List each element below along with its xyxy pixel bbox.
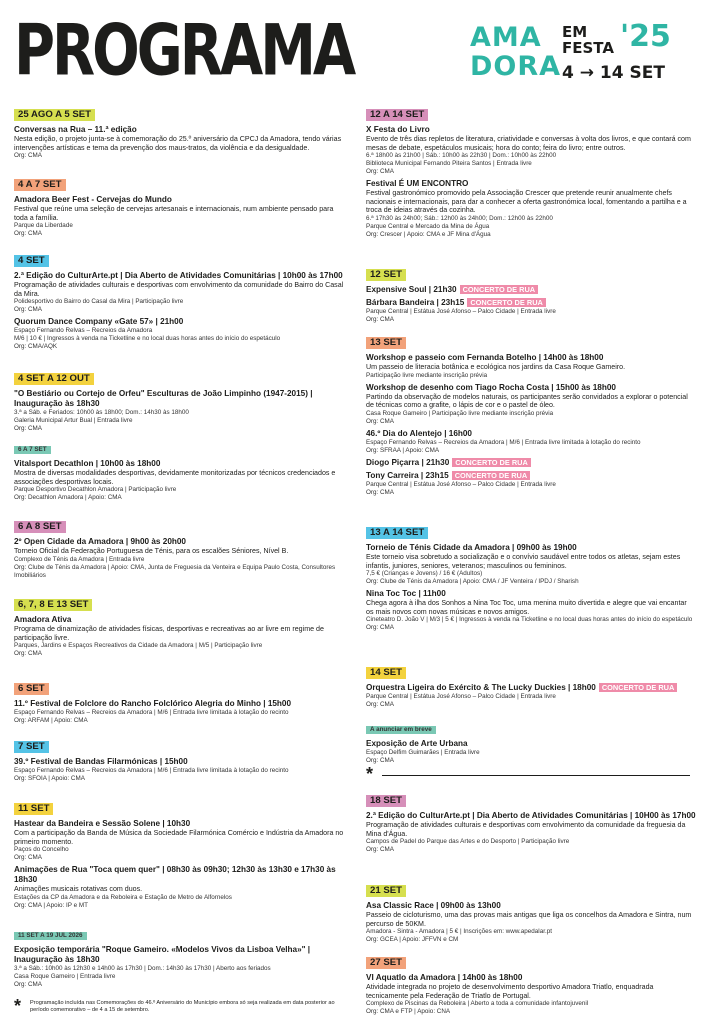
date-tag: 6 A 7 SET bbox=[14, 446, 51, 454]
date-tag: 4 SET bbox=[14, 255, 49, 267]
event-item bbox=[366, 179, 696, 239]
event-section bbox=[14, 174, 346, 238]
date-tag: 12 SET bbox=[366, 269, 406, 281]
event-item bbox=[366, 458, 696, 468]
event-title-text: Vitalsport Decathlon | 10h00 às 18h00 bbox=[14, 459, 161, 468]
date-tag: 21 SET bbox=[366, 885, 406, 897]
event-item bbox=[14, 271, 346, 314]
footnote-text: Programação incluída nas Comemorações do 46.º Aniversário do Município embora só seja realizada em data posterior ao período comemorativo – de 4 a 15 de setembro. bbox=[30, 1000, 335, 1014]
event-section bbox=[14, 736, 346, 783]
event-description: Evento de três dias repletos de literatura, criatividade e conversas à volta dos livros, e que contará com mesas de debate, espetáculos musicais; hora do conto; feira do livro; entre outros. bbox=[366, 135, 691, 152]
event-item bbox=[14, 195, 346, 238]
event-meta: Org: CMA bbox=[14, 152, 42, 160]
event-title bbox=[366, 543, 696, 553]
event-title bbox=[14, 819, 346, 829]
event-title-text: Asa Classic Race | 09h00 às 13h00 bbox=[366, 901, 501, 910]
event-item bbox=[14, 865, 346, 910]
event-title-text: Quorum Dance Company «Gate 57» | 21h00 bbox=[14, 317, 184, 327]
event-meta: Paços do Concelho Org: CMA bbox=[14, 846, 69, 862]
event-meta: 7,5 € (Crianças e Jovens) / 16 € (Adultos) Org: Clube de Ténis da Amadora | Apoio: CMA / JF Venteira / IPDJ / Sharish bbox=[366, 570, 579, 586]
event-title bbox=[14, 865, 346, 885]
date-tag: A anunciar em breve bbox=[366, 726, 436, 734]
event-section bbox=[14, 368, 346, 433]
event-section bbox=[366, 952, 696, 1016]
event-title-text: Workshop e passeio com Fernanda Botelho | 14h00 às 18h00 bbox=[366, 353, 604, 362]
event-meta: Amadora - Sintra - Amadora | 5 € | Inscrições em: www.apedalar.pt Org: GCEA | Apoio: JFFVN e CM bbox=[366, 928, 552, 944]
event-item bbox=[366, 589, 696, 632]
event-description: Programação de atividades culturais e desportivas com envolvimento da comunidade do Bairro do Casal da Mira. bbox=[14, 281, 344, 298]
event-meta: Parque da Liberdade Org: CMA bbox=[14, 222, 73, 238]
event-title bbox=[366, 429, 696, 439]
section-separator bbox=[366, 764, 690, 784]
event-description: Festival que reúne uma seleção de cervejas artesanais e internacionais, num ambiente pensado para toda a família. bbox=[14, 205, 334, 222]
logo-word-ama: AMA bbox=[470, 22, 542, 53]
logo-year: '25 bbox=[620, 19, 671, 54]
event-description: Programação de atividades culturais e desportivas com envolvimento da comunidade da freguesia da Mina d'Água. bbox=[366, 821, 686, 838]
event-item bbox=[366, 973, 696, 1016]
event-item bbox=[14, 699, 346, 725]
date-tag: 27 SET bbox=[366, 957, 406, 969]
event-description: Mostra de diversas modalidades desportivas, devidamente monitorizadas por técnicos credenciados e associações desportivas locais. bbox=[14, 469, 336, 486]
event-item bbox=[366, 471, 696, 497]
event-title-text: Hastear da Bandeira e Sessão Solene | 10h30 bbox=[14, 819, 191, 828]
event-meta: Parques, Jardins e Espaços Recreativos da Cidade da Amadora | M/5 | Participação livre Org: CMA bbox=[14, 642, 263, 658]
event-item bbox=[366, 739, 696, 765]
event-description: Festival gastronómico promovido pela Associação Crescer que pretende reunir anualmente chefs nacionais e internacionais, para dar a conhecer a oferta gastronómica local, fomentando a partilha e a troca de ideias através da cozinha. bbox=[366, 189, 687, 215]
event-description: Este torneio visa sobretudo a socialização e o convívio saudável entre todos os atletas, sejam estes infantis, juniores, seniores, veteranos; masculinos ou femininos. bbox=[366, 553, 681, 570]
event-title-text: X Festa do Livro bbox=[366, 125, 430, 134]
event-meta: 6.ª 18h00 às 21h00 | Sáb.: 10h00 às 22h30 | Dom.: 10h00 às 22h00 Biblioteca Municipal Fernando Piteira Santos | Entrada livre Org: CMA bbox=[366, 152, 557, 176]
event-item bbox=[366, 683, 696, 709]
concert-badge: CONCERTO DE RUA bbox=[467, 298, 546, 307]
event-title bbox=[366, 383, 696, 393]
event-title-text: Nina Toc Toc | 11h00 bbox=[366, 589, 446, 599]
event-item bbox=[366, 285, 696, 295]
page-title: PROGRAMA bbox=[14, 10, 354, 92]
logo-festa: FESTA bbox=[562, 39, 614, 57]
event-item bbox=[366, 353, 696, 380]
logo-em: EM bbox=[562, 23, 588, 41]
date-tag: 13 SET bbox=[366, 337, 406, 349]
event-description: Com a participação da Banda de Música da Sociedade Filarmónica Comércio e Indústria da Amadora no primeiro momento. bbox=[14, 829, 344, 846]
concert-badge: CONCERTO DE RUA bbox=[460, 285, 539, 294]
event-item bbox=[366, 901, 696, 944]
event-section bbox=[366, 264, 696, 324]
footnote-asterisk: * bbox=[14, 996, 22, 1016]
event-title-text: 2.ª Edição do CulturArte.pt | Dia Aberto de Atividades Comunitárias | 10H00 às 17h00 bbox=[366, 811, 696, 820]
event-meta: 3.ª a Sáb.: 10h00 às 12h30 e 14h00 às 17h30 | Dom.: 14h30 às 17h30 | Aberto aos feriados Casa Roque Gameiro | Entrada livre Org: CMA bbox=[14, 965, 271, 988]
event-section bbox=[366, 522, 696, 632]
event-title bbox=[366, 739, 696, 749]
event-title bbox=[366, 458, 696, 468]
event-meta: Espaço Fernando Relvas – Recreios da Amadora M/6 | 10 € | Ingressos à venda na Ticketline e no local duas horas antes do início do espetáculo Org: CMA/AQK bbox=[14, 327, 281, 351]
event-section bbox=[366, 790, 696, 854]
date-tag: 11 SET A 19 JUL 2026 bbox=[14, 932, 87, 940]
asterisk-icon: * bbox=[366, 764, 374, 784]
concert-badge: CONCERTO DE RUA bbox=[599, 683, 678, 692]
event-title bbox=[366, 973, 696, 983]
event-section bbox=[366, 332, 696, 497]
event-title-text: Exposição de Arte Urbana bbox=[366, 739, 468, 748]
date-tag: 6 SET bbox=[14, 683, 49, 695]
event-section bbox=[14, 798, 346, 910]
event-item bbox=[366, 543, 696, 586]
divider-line bbox=[382, 775, 690, 776]
amadora-em-festa-logo bbox=[470, 20, 702, 86]
event-meta: Estações da CP da Amadora e da Reboleira e Estação de Metro de Alfornelos Org: CMA | Apoio: IP e MT bbox=[14, 893, 232, 909]
event-section bbox=[366, 104, 696, 239]
logo-word-dora: DORA bbox=[470, 51, 562, 82]
event-title bbox=[366, 683, 696, 693]
event-meta: Complexo de Piscinas da Reboleira | Aberto a toda a comunidade infantojuvenil Org: CMA e FTP | Apoio: CNA bbox=[366, 1000, 589, 1016]
date-tag: 11 SET bbox=[14, 803, 53, 815]
event-title bbox=[14, 271, 346, 281]
event-description: Torneio Oficial da Federação Portuguesa de Ténis, para os escalões Séniores, Nível B. bbox=[14, 547, 289, 555]
event-title-text: Bárbara Bandeira | 23h15 bbox=[366, 298, 465, 307]
event-item bbox=[14, 819, 346, 862]
event-description: Atividade integrada no projeto de desenvolvimento desportivo Amadora Triatlo, enquadrada tecnicamente pela Federação de Triatlo de Portugal. bbox=[366, 983, 654, 1000]
concert-badge: CONCERTO DE RUA bbox=[452, 471, 531, 480]
event-description: Chega agora à ilha dos Sonhos a Nina Toc Toc, uma menina muito divertida e alegre que vai encantar os mais novos com novas músicas e novos amigos. bbox=[366, 599, 687, 616]
event-title-text: 39.º Festival de Bandas Filarmónicas | 15h00 bbox=[14, 757, 188, 766]
event-description: Nesta edição, o projeto junta-se à comemoração do 25.º aniversário da CPCJ da Amadora, tendo várias intervenções artísticas e tema da prevenção dos maus-tratos, da violência e da desigualdade. bbox=[14, 135, 342, 152]
event-meta: 3.ª a Sáb. e Feriados: 10h00 às 18h00; Dom.: 14h30 às 18h00 Galeria Municipal Artur Bual | Entrada livre Org: CMA bbox=[14, 409, 189, 432]
event-meta: Parque Central | Estátua José Afonso – Palco Cidade | Entrada livre Org: CMA bbox=[366, 693, 556, 708]
event-item bbox=[366, 429, 696, 455]
event-section bbox=[14, 594, 346, 658]
event-title-text: Conversas na Rua – 11.ª edição bbox=[14, 125, 137, 134]
event-meta: 6.ª 17h30 às 24h00; Sáb.: 12h00 às 24h00; Dom.: 12h00 às 22h00 Parque Central e Mercado da Mina de Água Org: Crescer | Apoio: CMA e JF Mina d'Água bbox=[366, 214, 553, 238]
event-meta: Complexo de Ténis da Amadora | Entrada livre Org: Clube de Ténis da Amadora | Apoio: CMA, Junta de Freguesia da Venteira e Equipa Paulo Costa, Consultores Imobiliários bbox=[14, 555, 336, 579]
event-section bbox=[14, 438, 346, 502]
event-title-text: "O Bestiário ou Cortejo de Orfeu" Esculturas de João Limpinho (1947-2015) | Inauguração às 18h30 bbox=[14, 389, 313, 408]
event-title bbox=[14, 459, 346, 469]
event-title-text: 46.º Dia do Alentejo | 16h00 bbox=[366, 428, 472, 438]
event-description: Animações musicais rotativas com duos. bbox=[14, 885, 143, 894]
event-item bbox=[14, 389, 346, 433]
event-title bbox=[14, 317, 346, 327]
event-title bbox=[366, 125, 696, 135]
event-item bbox=[14, 757, 346, 783]
event-item bbox=[14, 537, 346, 580]
event-meta: Parque Central | Estátua José Afonso – Palco Cidade | Entrada livre Org: CMA bbox=[366, 480, 556, 496]
event-title bbox=[14, 389, 346, 409]
event-description: Um passeio de literacia botânica e ecológica nos jardins da Casa Roque Gameiro. bbox=[366, 363, 626, 371]
event-title-text: Expensive Soul | 21h30 bbox=[366, 285, 457, 294]
event-description: Passeio de cicloturismo, uma das provas mais antigas que liga os concelhos da Amadora e Sintra, num percurso de 50KM. bbox=[366, 911, 692, 928]
event-title-text: Tony Carreira | 23h15 bbox=[366, 470, 449, 480]
event-item bbox=[366, 125, 696, 176]
event-title-text: VI Aquatlo da Amadora | 14h00 às 18h00 bbox=[366, 973, 523, 982]
event-title bbox=[14, 125, 346, 135]
event-item bbox=[14, 945, 346, 989]
event-title-text: Diogo Piçarra | 21h30 bbox=[366, 457, 450, 467]
event-title bbox=[366, 471, 696, 481]
event-meta: Participação livre mediante inscrição prévia bbox=[366, 371, 488, 379]
event-meta: Parque Desportivo Decathlon Amadora | Participação livre Org: Decathlon Amadora | Apoio: CMA bbox=[14, 486, 177, 502]
event-meta: Espaço Delfim Guimarães | Entrada livre Org: CMA bbox=[366, 749, 480, 764]
event-meta: Polidesportivo do Bairro do Casal da Mira | Participação livre Org: CMA bbox=[14, 298, 184, 314]
date-tag: 18 SET bbox=[366, 795, 406, 807]
event-title bbox=[366, 589, 696, 599]
event-title bbox=[14, 699, 346, 709]
event-description: Partindo da observação de modelos naturais, os participantes serão convidados a explorar o potencial de técnicas como a grafite, o lápis de cor e o pastel de óleo. bbox=[366, 392, 688, 410]
event-item bbox=[14, 125, 346, 160]
event-title-text: Amadora Beer Fest - Cervejas do Mundo bbox=[14, 195, 172, 204]
event-title-text: 11.º Festival de Folclore do Rancho Folclórico Alegria do Minho | 15h00 bbox=[14, 699, 292, 708]
date-tag: 4 A 7 SET bbox=[14, 179, 66, 191]
event-section bbox=[366, 880, 696, 944]
date-tag: 14 SET bbox=[366, 667, 406, 679]
event-title-text: Animações de Rua "Toca quem quer" | 08h30 às 09h30; 12h30 às 13h30 e 17h30 às 18h30 bbox=[14, 865, 336, 885]
event-section bbox=[14, 516, 346, 580]
event-section bbox=[366, 662, 696, 709]
event-item bbox=[14, 459, 346, 502]
event-item bbox=[366, 811, 696, 854]
event-title bbox=[366, 298, 696, 308]
concert-badge: CONCERTO DE RUA bbox=[452, 458, 531, 467]
date-tag: 6, 7, 8 E 13 SET bbox=[14, 599, 92, 611]
event-title-text: Workshop de desenho com Tiago Rocha Costa | 15h00 às 18h00 bbox=[366, 382, 616, 392]
event-item bbox=[366, 383, 696, 426]
event-section bbox=[366, 718, 696, 765]
logo-dates: 4 → 14 SET bbox=[562, 63, 665, 83]
date-tag: 25 AGO A 5 SET bbox=[14, 109, 95, 121]
event-title bbox=[366, 179, 696, 189]
event-title bbox=[14, 537, 346, 547]
event-title-text: Amadora Ativa bbox=[14, 615, 72, 624]
date-tag: 7 SET bbox=[14, 741, 49, 753]
event-title bbox=[366, 901, 696, 911]
event-meta: Parque Central | Estátua José Afonso – Palco Cidade | Entrada livre Org: CMA bbox=[366, 308, 556, 323]
date-tag: 6 A 8 SET bbox=[14, 521, 66, 533]
event-section bbox=[14, 250, 346, 351]
event-meta: Casa Roque Gameiro | Participação livre mediante inscrição prévia Org: CMA bbox=[366, 409, 554, 425]
event-title bbox=[14, 757, 346, 767]
event-meta: Espaço Fernando Relvas – Recreios da Amadora | M/6 | Entrada livre limitada à lotação do recinto Org: SFOIA | Apoio: CMA bbox=[14, 767, 289, 782]
event-title bbox=[366, 285, 696, 295]
date-tag: 12 A 14 SET bbox=[366, 109, 428, 121]
event-title-text: Exposição temporária "Roque Gameiro. «Modelos Vivos da Lisboa Velha»" | Inauguração às 18h30 bbox=[14, 945, 311, 964]
date-tag: 4 SET A 12 OUT bbox=[14, 373, 94, 385]
event-title-text: 2.ª Edição do CulturArte.pt | Dia Aberto de Atividades Comunitárias | 10h00 às 17h00 bbox=[14, 271, 343, 280]
event-section bbox=[14, 924, 346, 989]
event-title bbox=[14, 945, 346, 965]
event-meta: Espaço Fernando Relvas – Recreios da Amadora | M/6 | Entrada livre limitada à lotação do recinto Org: SFRAA | Apoio: CMA bbox=[366, 438, 641, 454]
event-meta: Campos de Padel do Parque das Artes e do Desporto | Participação livre Org: CMA bbox=[366, 838, 570, 854]
event-meta: Espaço Fernando Relvas – Recreios da Amadora | M/6 | Entrada livre limitada à lotação do recinto Org: ARFAM | Apoio: CMA bbox=[14, 709, 289, 724]
event-title-text: 2º Open Cidade da Amadora | 9h00 às 20h00 bbox=[14, 537, 186, 546]
event-item bbox=[14, 615, 346, 658]
event-section bbox=[14, 678, 346, 725]
event-section bbox=[14, 104, 346, 160]
event-description: Programa de dinamização de atividades físicas, desportivas e recreativas ao ar livre em regime de participação livre. bbox=[14, 625, 324, 642]
event-title bbox=[14, 615, 346, 625]
event-title-text: Torneio de Ténis Cidade da Amadora | 09h00 às 19h00 bbox=[366, 543, 577, 552]
event-title-text: Festival É UM ENCONTRO bbox=[366, 179, 469, 189]
event-item bbox=[366, 298, 696, 324]
event-meta: Cineteatro D. João V | M/3 | 5 € | Ingressos à venda na Ticketline e no local duas horas antes do início do espetáculo Org: CMA bbox=[366, 616, 693, 632]
event-title bbox=[14, 195, 346, 205]
event-title-text: Orquestra Ligeira do Exército & The Lucky Duckies | 18h00 bbox=[366, 683, 596, 692]
event-title bbox=[366, 811, 696, 821]
event-item bbox=[14, 317, 346, 351]
event-title bbox=[366, 353, 696, 363]
date-tag: 13 A 14 SET bbox=[366, 527, 428, 539]
